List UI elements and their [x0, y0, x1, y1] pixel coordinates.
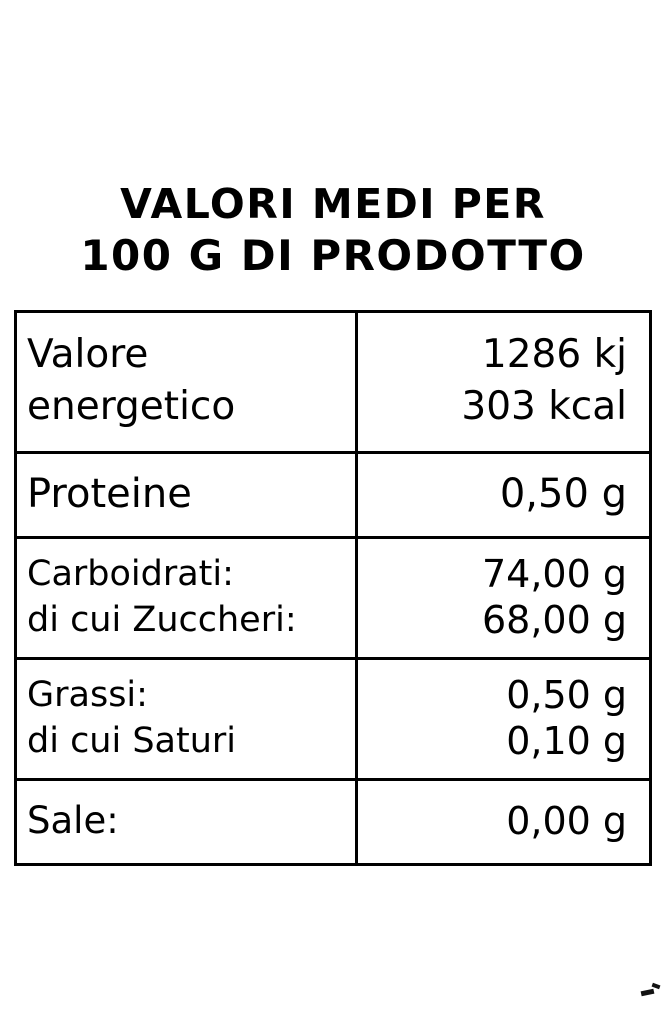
- row-value-carbohydrates: [357, 538, 651, 659]
- table-row: [16, 312, 651, 453]
- row-value-energy-line-1: 1286 kj: [481, 332, 627, 377]
- table-row: [16, 538, 651, 659]
- row-value-fat: [357, 659, 651, 780]
- print-speck: [641, 989, 655, 997]
- row-value-salt: 0,00 g: [357, 780, 651, 865]
- row-label-salt: Sale:: [16, 780, 357, 865]
- row-value-protein: 0,50 g: [357, 453, 651, 538]
- row-value-carbohydrates-line-1: 74,00 g: [482, 552, 627, 596]
- table-row: [16, 780, 651, 865]
- row-label-saturates: di cui Saturi: [27, 721, 237, 761]
- row-label-energy: [16, 312, 357, 453]
- row-label-fat: [16, 659, 357, 780]
- row-value-energy-line-2: 303 kcal: [461, 384, 627, 429]
- row-value-saturates: 0,10 g: [506, 719, 627, 763]
- row-label-carbohydrates-line-1: Carboidrati:: [27, 554, 234, 594]
- row-label-fat-line-1: Grassi:: [27, 675, 148, 715]
- row-label-energy-line-1: Valore: [27, 332, 149, 377]
- row-value-fat-line-1: 0,50 g: [506, 673, 627, 717]
- row-value-energy: [357, 312, 651, 453]
- row-value-sugars: 68,00 g: [482, 598, 627, 642]
- row-label-energy-line-2: energetico: [27, 384, 236, 429]
- table-row: [16, 659, 651, 780]
- page-title: [0, 178, 666, 282]
- heading-line-2: 100 G DI PRODOTTO: [80, 231, 586, 280]
- nutrition-table: [14, 310, 652, 866]
- row-label-carbohydrates: [16, 538, 357, 659]
- heading-line-1: VALORI MEDI PER: [120, 180, 546, 228]
- row-label-protein: Proteine: [16, 453, 357, 538]
- table-row: [16, 453, 651, 538]
- row-label-sugars: di cui Zuccheri:: [27, 600, 297, 640]
